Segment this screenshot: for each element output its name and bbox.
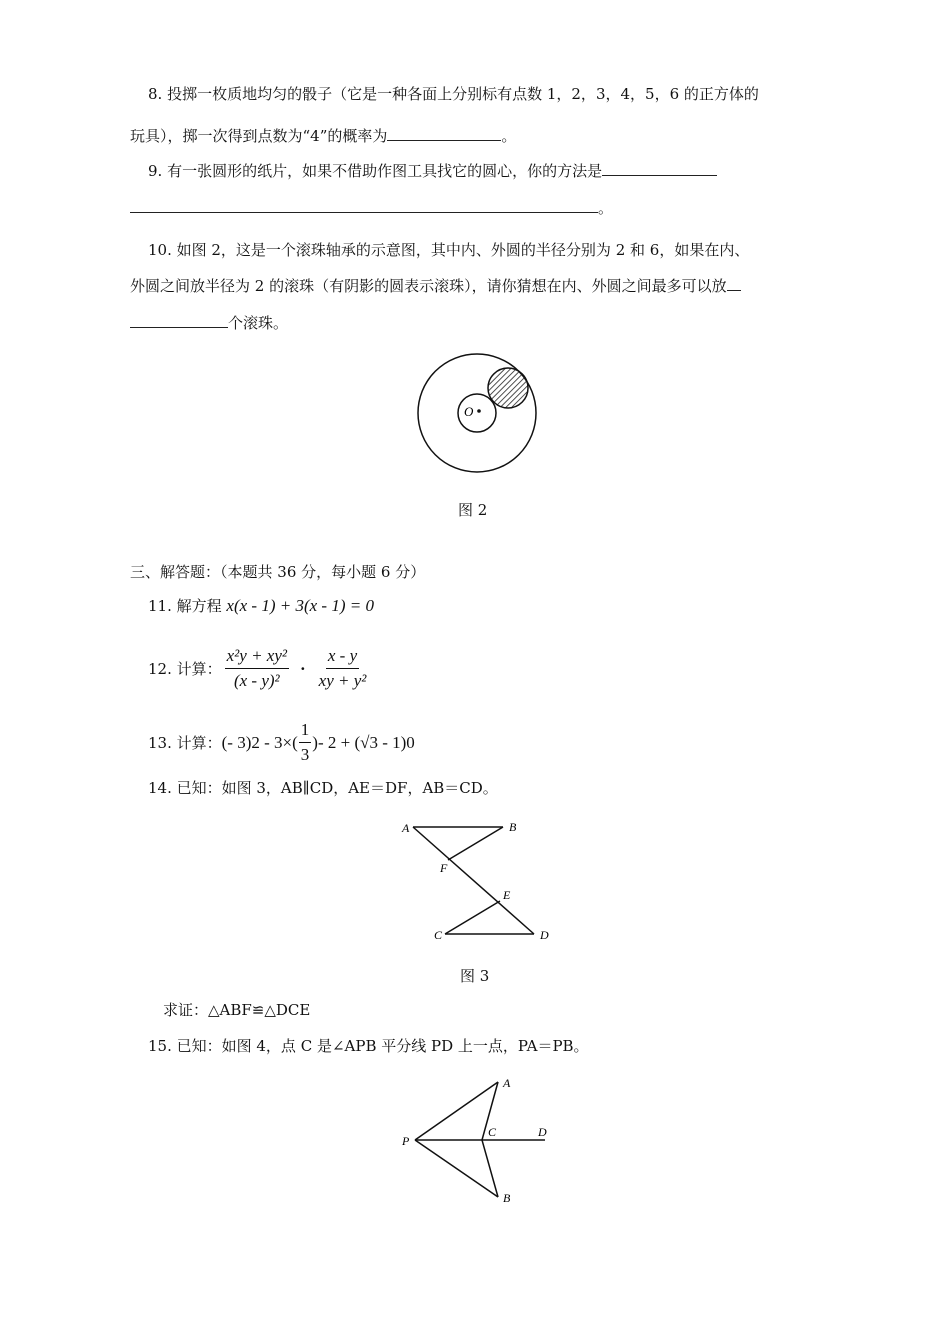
- center-point: [477, 409, 481, 413]
- fig3-label-E: E: [503, 888, 511, 902]
- q12-prefix: 12. 计算：: [148, 659, 222, 678]
- q13-part1: (- 3): [221, 732, 252, 752]
- q9-line2: [130, 198, 613, 218]
- q12-frac2-denominator: xy + y²: [318, 671, 367, 690]
- q14-text: 14. 已知：如图 3，AB∥CD，AE＝DF，AB＝CD。: [148, 779, 498, 797]
- q13-exp1: 2: [251, 732, 260, 752]
- q14-prove: 求证：△ABF≌△DCE: [163, 1001, 311, 1019]
- shaded-ball: [488, 368, 528, 408]
- q9-answer-blank-2[interactable]: [130, 198, 598, 213]
- fig3-label-D: D: [540, 928, 549, 942]
- fig4-label-A: A: [503, 1076, 511, 1090]
- q13-part2: - 3×(: [259, 732, 298, 752]
- fig3-label-B: B: [509, 820, 517, 834]
- q13-part4: + (√3 - 1): [336, 732, 407, 752]
- q13: [148, 720, 415, 765]
- q12-frac2-numerator: x - y: [326, 646, 359, 669]
- q11-prefix: 11. 解方程: [148, 597, 222, 615]
- q10-line3-end: 个滚珠。: [228, 314, 289, 332]
- q11: [148, 596, 374, 616]
- fig2-caption: 图 2: [458, 501, 488, 519]
- q12-frac1-denominator: (x - y)²: [233, 671, 280, 690]
- center-label: O: [464, 404, 474, 419]
- q10-line2-text: 外圆之间放半径为 2 的滚珠（有阴影的圆表示滚珠），请你猜想在内、外圆之间最多可以放: [130, 277, 727, 295]
- figure-2-bearing: [410, 350, 545, 480]
- q8-answer-blank[interactable]: [387, 126, 501, 141]
- q9-line1-text: 9. 有一张圆形的纸片，如果不借助作图工具找它的圆心，你的方法是: [148, 162, 603, 180]
- fig3-caption: 图 3: [460, 967, 490, 985]
- q9-line1: [148, 161, 717, 181]
- q8-line2: [130, 126, 516, 146]
- q13-frac-numerator: 1: [299, 720, 312, 743]
- q8-line2-text: 玩具），掷一次得到点数为“4”的概率为: [130, 127, 388, 145]
- fig3-label-A: A: [402, 821, 410, 835]
- q10-answer-blank-1[interactable]: [727, 276, 741, 291]
- fig4-label-B: B: [503, 1191, 511, 1205]
- q13-exp3: 0: [406, 732, 415, 752]
- q13-exp2: - 2: [317, 732, 337, 752]
- figure-4: [395, 1070, 560, 1210]
- figure-3: [398, 815, 560, 945]
- q9-answer-blank-1[interactable]: [602, 161, 717, 176]
- q12-operator: ·: [299, 658, 306, 678]
- q11-equation: x(x - 1) + 3(x - 1) = 0: [226, 596, 374, 615]
- q13-fraction: [299, 720, 312, 765]
- fig3-label-C: C: [434, 928, 443, 942]
- q8-line1: 8. 投掷一枚质地均匀的骰子（它是一种各面上分别标有点数 1，2，3，4，5，6 的正方体的: [148, 85, 759, 103]
- q15-text: 15. 已知：如图 4，点 C 是∠APB 平分线 PD 上一点，PA＝PB。: [148, 1037, 589, 1055]
- q8-line2-end: 。: [501, 127, 517, 145]
- q10-line1: 10. 如图 2，这是一个滚珠轴承的示意图，其中内、外圆的半径分别为 2 和 6，如果在内、: [148, 241, 750, 259]
- q13-prefix: 13. 计算：: [148, 733, 222, 752]
- fig4-label-D: D: [538, 1125, 547, 1139]
- q12: [148, 646, 371, 691]
- q9-line2-end: 。: [598, 199, 614, 217]
- q10-answer-blank-2[interactable]: [130, 313, 228, 328]
- q10-line2: [130, 276, 741, 296]
- q12-fraction-2: [317, 646, 369, 691]
- q13-part3: ): [312, 732, 318, 752]
- fig4-label-C: C: [488, 1125, 497, 1139]
- fig3-label-F: F: [440, 861, 448, 875]
- q10-line3: [130, 313, 288, 333]
- section-3-heading: 三、解答题：（本题共 36 分，每小题 6 分）: [130, 563, 426, 581]
- q12-frac1-numerator: x²y + xy²: [225, 646, 289, 669]
- q12-fraction-1: [225, 646, 289, 691]
- fig4-label-P: P: [402, 1134, 410, 1148]
- q13-frac-denominator: 3: [300, 745, 310, 764]
